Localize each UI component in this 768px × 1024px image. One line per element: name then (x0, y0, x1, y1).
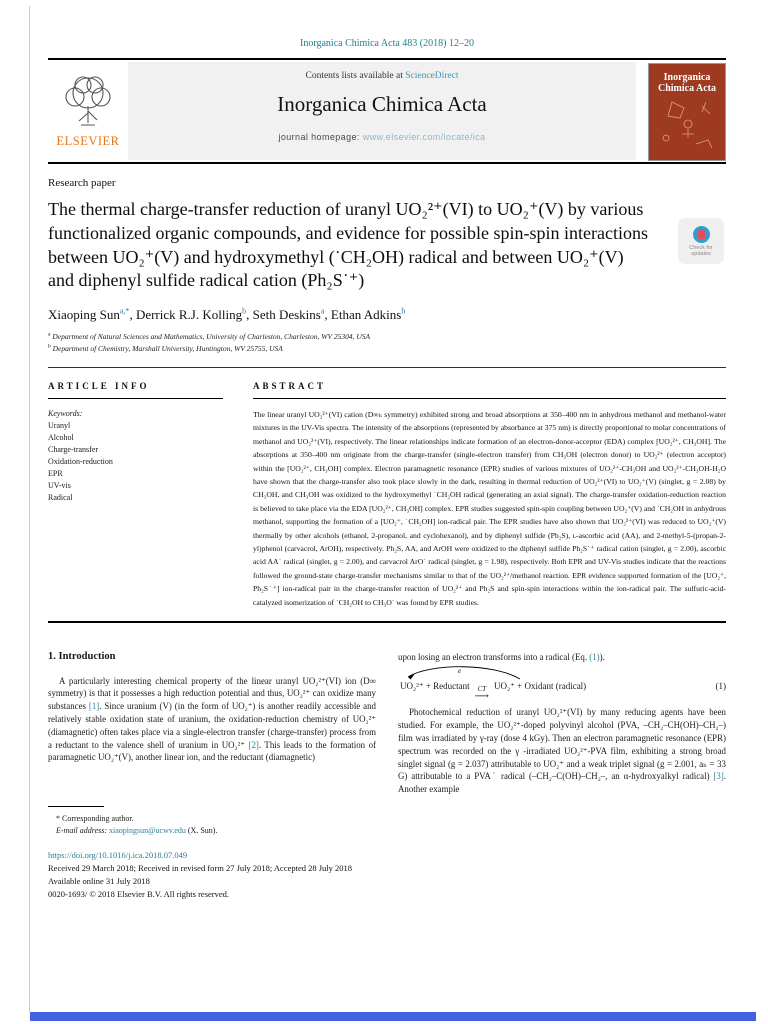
journal-title: Inorganica Chimica Acta (277, 92, 487, 116)
affiliation: $^a$ Department of Natural Sciences and Mathematics, University of Charleston, Charleston, WV 25304, USA (48, 331, 371, 341)
abstract-text: The linear uranyl UO₂²⁺(VI) cation (D∞ₕ symmetry) exhibited strong and broad absorptions at 350–400 nm in anhydrous methanol and methanol-water mixtures in the UV-Vis spectra. The intensity of the absorptions (represented by absorbance at 375 nm) is directly proportional to molar concentrations of methanol and UO₂²⁺(VI), respectively. The linear relationships indicate formation of an electron-donor-acceptor (EDA) complex [UO₂²⁺, CH₃OH]. The absorptions at 350–400 nm originate from the charge-transfer (single-electron transfer) from CH₃OH (electron donor) to UO₂²⁺ (electron acceptor) within the [UO₂²⁺, CH₃OH] complex. Electron paramagnetic resonance (EPR) studies of various mixtures of UO₂²⁺-CH₃OH and UO₂²⁺-CH₃OH-H₂O have shown that the charge-transfer also took place slowly in the dark, resulting in thermal reduction of UO₂²⁺(VI) to UO₂⁺(V) (singlet, g = 2.08) by CH₃OH, and CH₃OH was oxidized to the hydroxymethyl ˙CH₂OH radical (generating an axial signal). The charge-transfer oxidation-reduction reaction is believed to take place via the EDA [UO₂²⁺, CH₃OH] complex. EPR studies suggested spin-spin coupling between UO₂⁺(V) and ˙CH₂OH in anhydrous methanol, supporting the formation of a [UO₂⁺, ˙CH₂OH] ion-radical pair. The EPR studies have also shown that UO₂²⁺(VI) was reduced to UO₂⁺(V) thermally by other alcohols (ethanol, 2-propanol, and cyclohexanol), and by diphenyl sulfide (Ph₂S), ʟ-ascorbic acid (AA), and 2-methyl-5-(propan-2-yl)phenol (carvacrol, ArOH), respectively. Ph₂S, AA, and ArOH were oxidized to the diphenyl sulfide Ph₂S˙⁺ radical cation (singlet, g = 2.00), ascorbic acid AA˙ radical (singlet, g = 2.00), and carvacrol ArO˙ radical (singlet, g = 1.98), respectively. Both EPR and UV-Vis studies indicate that the reactions followed the ground-state charge-transfer mechanisms similar to that of the UO₂²⁺/methanol reaction. EPR evidence supported formation of the [UO₂⁺, Ph₂S˙⁺] ion-radical pair in the charge-transfer reaction of UO₂²⁺ and Ph₂S and spin-spin interactions within the ion-radical pair. The sulfuric-acid-catalyzed isomerization of ˙CH₂OH to CH₃O˙ was found by EPR studies. (253, 410, 726, 607)
banner-center (128, 62, 636, 160)
section-heading-introduction: 1. Introduction (48, 650, 116, 662)
keyword-item: UV-vis (48, 481, 71, 490)
journal-citation: Inorganica Chimica Acta 483 (2018) 12–20 (300, 38, 474, 49)
keywords-label: Keywords: (48, 409, 83, 418)
info-abstract-section (48, 368, 726, 621)
page-bottom-strip (30, 1012, 756, 1021)
intro-text: . Another example (398, 771, 726, 795)
electron-transfer-arrow (398, 667, 528, 681)
check-updates-badge[interactable] (678, 218, 724, 264)
crossmark-icon (693, 226, 710, 243)
intro-text: ). (599, 651, 605, 662)
author: Xiaoping Sun$^{a,*}$ (48, 306, 130, 322)
keyword-item: EPR (48, 469, 63, 478)
available-online: Available online 31 July 2018 (48, 875, 150, 886)
banner-bottom-rule (48, 162, 726, 164)
ct-arrow (475, 686, 489, 701)
intro-paragraph (48, 675, 376, 765)
contents-prefix: Contents lists available at (305, 71, 406, 81)
affiliations (48, 331, 726, 355)
keyword-item: Uranyl (48, 421, 71, 430)
right-arrow-icon: ⟶ (474, 691, 489, 703)
author: , Ethan Adkins$^b$ (324, 306, 406, 322)
intro-right-column (398, 651, 726, 796)
reference-link-3[interactable]: [3] (713, 771, 724, 782)
affiliation: $^b$ Department of Chemistry, Marshall University, Huntington, WV 25755, USA (48, 343, 283, 353)
equation-1 (398, 666, 726, 702)
equation-lhs: UO₂²⁺ + Reductant (400, 681, 470, 692)
introduction-section (48, 651, 726, 796)
copyright-line: 0020-1693/ © 2018 Elsevier B.V. All rights reserved. (48, 888, 230, 899)
article-type-label: Research paper (48, 177, 116, 189)
email-suffix: (X. Sun). (185, 825, 218, 835)
author: , Derrick R.J. Kolling$^b$ (129, 306, 247, 322)
intro-text: Photochemical reduction of uranyl UO₂²⁺(VI) by many reducing agents have been studied. For example, the UO₂²⁺-doped polyvinyl alcohol (PVA, –CH₂–CH(OH)–CH₂–) film was irradiated by γ-ray (dose 4 kGy). Then an electron paramagnetic resonance (EPR) spectrum was recorded on the γ -irradiated UO₂²⁺-PVA film, exhibiting a strong broad singlet signal (g = 2.037) attributable to UO₂⁺ and a weak triplet signal (g = 2.001, aₕ = 33 G) attributable to a PVA˙ radical (–CH₂–C(OH)–CH₂–, an α-hydroxyalkyl radical) (398, 707, 726, 782)
article-info-heading: ARTICLE INFO (48, 381, 223, 399)
scan-edge-line (29, 6, 30, 1012)
intro-text: A particularly interesting chemical property of the linear uranyl UO₂²⁺(VI) ion (D∞ symmetry) is that it possesses a high reduction potential and thus, UO₂²⁺ can oxidize many substances (48, 675, 376, 712)
arrow-label: CT (477, 685, 487, 694)
intro-text: . This leads to the formation of paramagnetic UO₂⁺(V), another linear ion, and the reductant (diamagnetic) (48, 739, 376, 763)
email-line (48, 825, 378, 837)
cover-title-line1: Inorganica (663, 72, 711, 83)
equation-rhs: UO₂⁺ + Oxidant (radical) (494, 681, 587, 692)
elsevier-logo (48, 62, 128, 160)
homepage-line (128, 132, 636, 142)
reference-link-2[interactable]: [2] (248, 739, 259, 750)
cover-molecule-art (652, 141, 722, 158)
abstract-bottom-rule (48, 621, 726, 623)
keyword-item: Oxidation-reduction (48, 457, 113, 466)
intro-text: upon losing an electron transforms into a radical (Eq. (398, 651, 590, 662)
keyword-item: Radical (48, 493, 73, 502)
footer-meta (48, 849, 726, 901)
received-dates: Received 29 March 2018; Received in revised form 27 July 2018; Accepted 28 July 2018 (48, 862, 353, 873)
authors-line (48, 307, 726, 323)
footnote-rule (48, 806, 104, 807)
journal-banner (48, 60, 726, 162)
keyword-item: Alcohol (48, 433, 74, 442)
keyword-item: Charge-transfer (48, 445, 99, 454)
doi-link[interactable]: https://doi.org/10.1016/j.ica.2018.07.049 (48, 849, 188, 860)
article-info-column (48, 381, 223, 609)
equation-number: (1) (715, 681, 726, 692)
homepage-link[interactable]: www.elsevier.com/locate/ica (362, 132, 486, 142)
author: , Seth Deskins$^a$ (246, 306, 325, 322)
elsevier-tree-icon (59, 73, 117, 136)
elsevier-wordmark: ELSEVIER (56, 134, 120, 148)
reference-link-1[interactable]: [1] (88, 701, 100, 712)
sciencedirect-link[interactable]: ScienceDirect (405, 71, 459, 81)
intro-paragraph (398, 651, 726, 664)
abstract-column (253, 381, 726, 609)
journal-cover-thumbnail (648, 63, 726, 161)
footnote-block (48, 806, 378, 837)
intro-left-column (48, 651, 376, 796)
check-updates-label: Check for updates (689, 244, 713, 257)
intro-paragraph (398, 706, 726, 796)
email-label: E-mail address: (56, 825, 108, 835)
equation-ref-link[interactable]: (1) (589, 651, 600, 662)
intro-text: . Since uranium (V) (in the form of UO₂⁺) is another readily accessible and relatively stable oxidation state of uranium, the oxidation-reduction chemistry of UO₂²⁺ (diamagnetic) often takes place via a single-electron transfer (charge-transfer) process from a reductant to the valence shell of uranium in UO₂²⁺ (48, 701, 376, 750)
article-title: The thermal charge-transfer reduction of uranyl UO₂²⁺(VI) to UO₂⁺(V) by various functionalized organic compounds, and evidence for possible spin-spin interactions between UO₂⁺(V) and hydroxymethyl (˙CH₂OH) radical and between UO₂⁺(V) and diphenyl sulfide radical cation (Ph₂S˙⁺) (48, 199, 649, 291)
cover-title-line2: Chimica Acta (657, 83, 717, 94)
abstract-heading: ABSTRACT (253, 381, 726, 399)
svg-text:e: e (458, 667, 462, 676)
corresponding-author-note: * Corresponding author. (56, 813, 134, 823)
email-link[interactable]: xiaopingsun@ucwv.edu (107, 825, 186, 835)
contents-line (128, 71, 636, 81)
homepage-prefix: journal homepage: (278, 132, 363, 142)
